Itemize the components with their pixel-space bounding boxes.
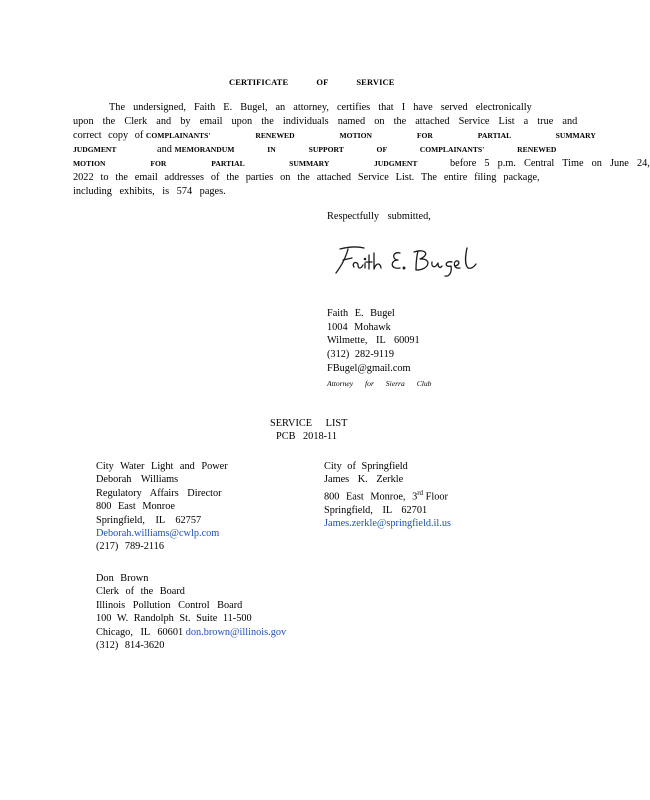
contact-title: Clerk of the Board [96,586,185,598]
motion-title-caps: COMPLAINANTS' RENEWED MOTION FOR PARTIAL SUMMARY [145,131,596,140]
certificate-line-4 [73,143,556,156]
contact-org: Illinois Pollution Control Board [96,599,243,611]
signer-role: Attorney for Sierra Club [327,379,432,388]
memorandum-title-motion: MOTION FOR PARTIAL SUMMARY JUDGMENT [73,159,418,168]
certificate-line-1: The undersigned, Faith E. Bugel, an attorney, certifies that I have served electronically [109,102,532,113]
contact-city: Springfield, IL 62701 [324,504,428,516]
signer-email: FBugel@gmail.com [327,363,411,374]
conjunction-and: and [157,144,172,155]
service-list-title: SERVICE LIST [270,418,348,429]
contact-title: Regulatory Affairs Director [96,487,222,499]
motion-title-judgment: JUDGMENT [73,145,117,154]
contact-city: Springfield, IL 62757 [96,514,202,526]
contact-email-link[interactable]: James.zerkle@springfield.il.us [324,518,452,530]
contact-name: James K. Zerkle [324,474,404,486]
contact-name: Deborah Williams [96,474,179,486]
handwritten-signature [334,243,480,279]
certificate-line-3 [73,129,596,142]
contact-springfield [324,460,451,530]
certificate-line-7: including exhibits, is 574 pages. [73,186,226,197]
contact-email-link[interactable]: don.brown@illinois.gov [185,626,287,638]
contact-street [324,487,451,504]
contact-phone: (312) 814-3620 [96,640,165,652]
contact-email-link[interactable]: Deborah.williams@cwlp.com [96,528,220,540]
service-list-case: PCB 2018-11 [276,431,337,442]
memorandum-title-caps: MEMORANDUM IN SUPPORT OF COMPLAINANTS' RENEWED [174,145,557,154]
contact-street: 100 W. Randolph St. Suite 11-500 [96,613,252,625]
certificate-title: CERTIFICATE OF SERVICE [229,77,395,87]
contact-street-main: 800 East Monroe, 3 [324,491,418,503]
certificate-line-5 [73,157,650,170]
deadline-text: before 5 p.m. Central Time on June 24, [450,158,650,169]
contact-org: City of Springfield [324,461,408,472]
contact-street-floor: Floor [425,491,448,503]
contact-street: 800 East Monroe [96,501,175,513]
signer-street: 1004 Mohawk [327,322,391,333]
contact-phone: (217) 789-2116 [96,541,164,553]
certificate-line-6: 2022 to the email addresses of the parties on the attached Service List. The entire filing package, [73,172,540,183]
signer-phone: (312) 282-9119 [327,349,394,360]
contact-city: Chicago, IL 60601 [96,626,184,638]
contact-org: City Water Light and Power [96,461,228,472]
contact-city-email-row [96,626,286,639]
certificate-line-2: upon the Clerk and by email upon the individuals named on the attached Service List a true and [73,116,578,127]
signer-city: Wilmette, IL 60091 [327,335,420,346]
certificate-line-3-text: correct copy of [73,130,144,141]
signer-name: Faith E. Bugel [327,308,395,319]
contact-cwlp [96,460,228,554]
contact-name: Don Brown [96,573,149,584]
contact-ipcb [96,572,286,652]
closing-text: Respectfully submitted, [327,211,431,222]
contact-street-ordinal: rd [417,488,424,497]
